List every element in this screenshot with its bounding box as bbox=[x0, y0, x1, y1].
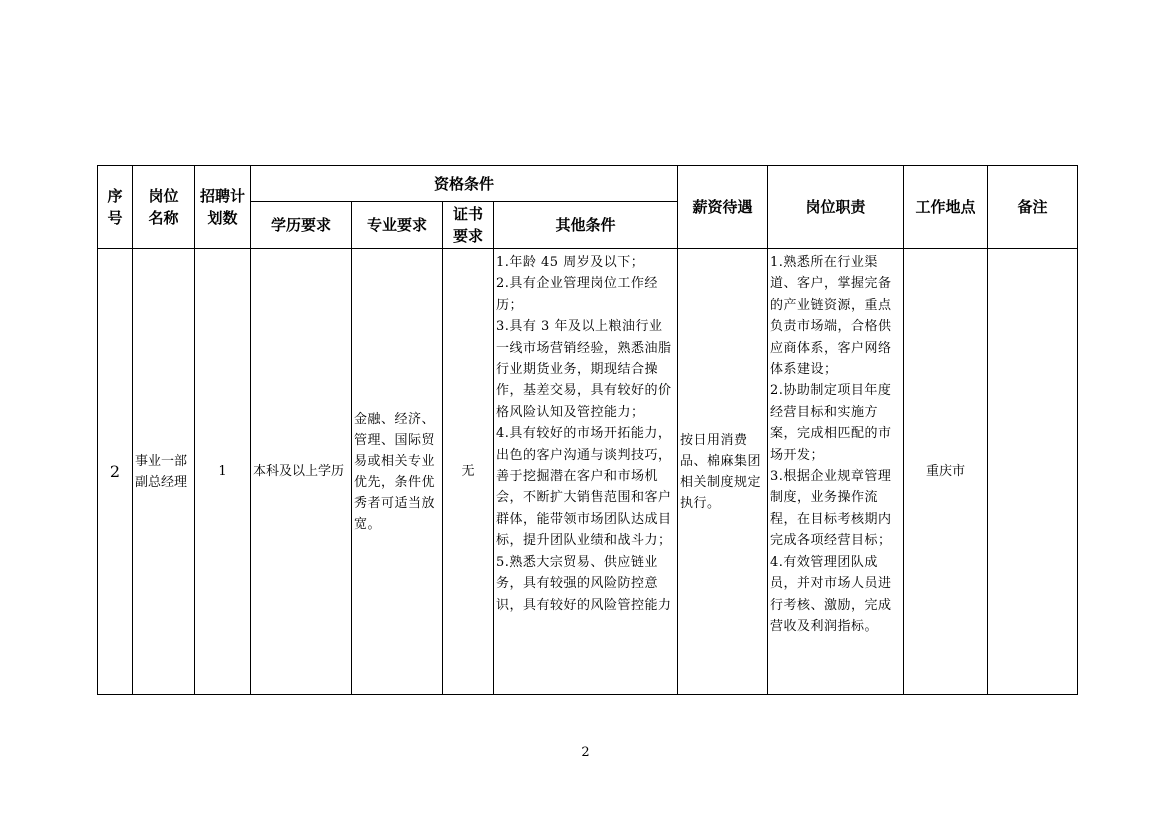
row-remark bbox=[988, 249, 1078, 695]
page-number: 2 bbox=[581, 745, 590, 760]
header-duty: 岗位职责 bbox=[768, 166, 904, 249]
row-major: 金融、经济、管理、国际贸易或相关专业优先，条件优秀者可适当放宽。 bbox=[352, 249, 443, 695]
row-post-name: 事业一部副总经理 bbox=[133, 249, 195, 695]
other-condition-item: 5.熟悉大宗贸易、供应链业务，具有较强的风险防控意识，具有较好的风险管控能力 bbox=[496, 554, 672, 613]
header-education: 学历要求 bbox=[251, 202, 352, 249]
row-salary: 按日用消费品、棉麻集团相关制度规定执行。 bbox=[678, 249, 768, 695]
header-remark: 备注 bbox=[988, 166, 1078, 249]
header-post-name: 岗位名称 bbox=[133, 166, 195, 249]
row-other-conditions bbox=[494, 249, 678, 695]
row-seq: 2 bbox=[98, 249, 133, 695]
header-seq: 序号 bbox=[98, 166, 133, 249]
recruitment-table bbox=[97, 165, 1078, 695]
row-certificate: 无 bbox=[443, 249, 494, 695]
row-hire-count: 1 bbox=[195, 249, 251, 695]
duty-item: 3.根据企业规章管理制度，业务操作流程，在目标考核期内完成各项经营目标； bbox=[770, 469, 892, 549]
row-duties bbox=[768, 249, 904, 695]
header-certificate: 证书要求 bbox=[443, 202, 494, 249]
header-salary: 薪资待遇 bbox=[678, 166, 768, 249]
other-condition-item: 2.具有企业管理岗位工作经历； bbox=[496, 276, 658, 313]
duty-item: 1.熟悉所在行业渠道、客户，掌握完备的产业链资源，重点负责市场端，合格供应商体系，客户网络体系建设； bbox=[770, 255, 892, 378]
header-hire-plan: 招聘计划数 bbox=[195, 166, 251, 249]
row-location: 重庆市 bbox=[904, 249, 988, 695]
header-location: 工作地点 bbox=[904, 166, 988, 249]
table-row bbox=[98, 249, 1078, 695]
row-education: 本科及以上学历 bbox=[251, 249, 352, 695]
duty-item: 4.有效管理团队成员，并对市场人员进行考核、激励，完成营收及利润指标。 bbox=[770, 554, 892, 634]
other-condition-item: 1.年龄 45 周岁及以下； bbox=[496, 255, 645, 270]
header-other: 其他条件 bbox=[494, 202, 678, 249]
header-major: 专业要求 bbox=[352, 202, 443, 249]
duty-item: 2.协助制定项目年度经营目标和实施方案，完成相匹配的市场开发； bbox=[770, 383, 892, 463]
other-condition-item: 3.具有 3 年及以上粮油行业一线市场营销经验，熟悉油脂行业期货业务，期现结合操作，基差交易，具有较好的价格风险认知及管控能力； bbox=[496, 319, 672, 420]
other-condition-item: 4.具有较好的市场开拓能力，出色的客户沟通与谈判技巧，善于挖掘潜在客户和市场机会，不断扩大销售范围和客户群体，能带领市场团队达成目标，提升团队业绩和战斗力； bbox=[496, 426, 672, 549]
header-qualifications: 资格条件 bbox=[251, 166, 678, 202]
